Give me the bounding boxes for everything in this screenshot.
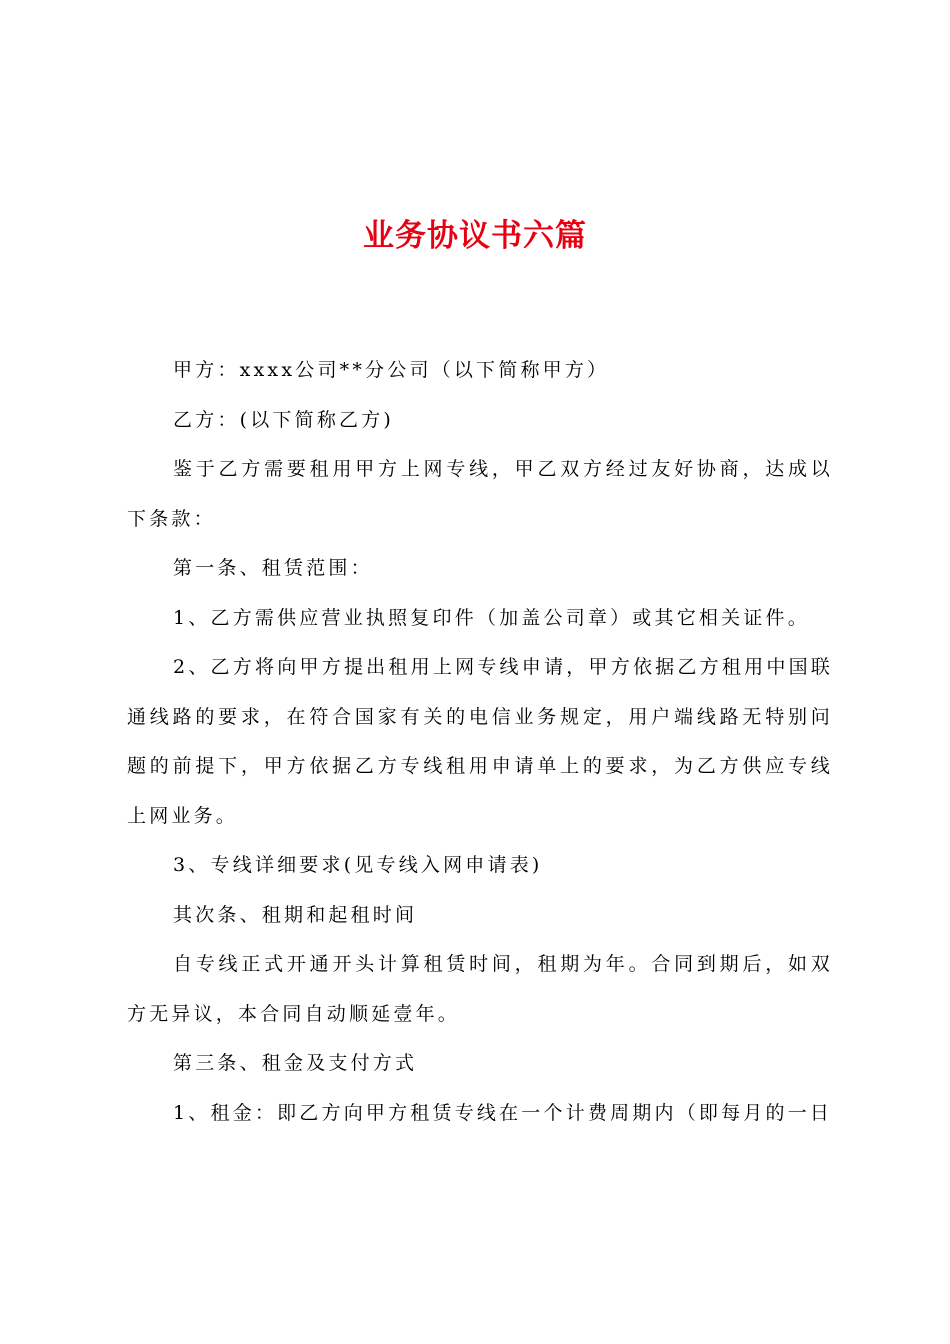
paragraph-article-2-body: 自专线正式开通开头计算租赁时间，租期为年。合同到期后，如双方无异议，本合同自动顺延壹年。: [127, 953, 833, 1025]
paragraph-article-1-item-2: 2、乙方将向甲方提出租用上网专线申请，甲方依据乙方租用中国联通线路的要求，在符合国家有关的电信业务规定，用户端线路无特别问题的前提下，甲方依据乙方专线租用申请单上的要求，为乙方供应专线上网业务。: [127, 656, 833, 827]
paragraph-party-a: 甲方：xxxx公司**分公司（以下简称甲方）: [173, 359, 610, 381]
paragraph-party-b: 乙方：(以下简称乙方): [173, 408, 395, 431]
document-body: [127, 346, 833, 1138]
paragraph-preamble: 鉴于乙方需要租用甲方上网专线，甲乙双方经过友好协商，达成以下条款：: [127, 458, 833, 530]
paragraph-article-3-heading: 第三条、租金及支付方式: [173, 1052, 418, 1074]
paragraph-article-2-heading: 其次条、租期和起租时间: [173, 903, 418, 926]
paragraph-article-3-item-1: 1、租金：即乙方向甲方租赁专线在一个计费周期内（即每月的一日: [173, 1101, 833, 1124]
document-title: 业务协议书六篇: [363, 218, 587, 254]
paragraph-article-1-item-1: 1、乙方需供应营业执照复印件（加盖公司章）或其它相关证件。: [173, 606, 810, 629]
paragraph-article-1-item-3: 3、专线详细要求(见专线入网申请表): [173, 854, 543, 876]
paragraph-article-1-heading: 第一条、租赁范围：: [173, 557, 373, 579]
